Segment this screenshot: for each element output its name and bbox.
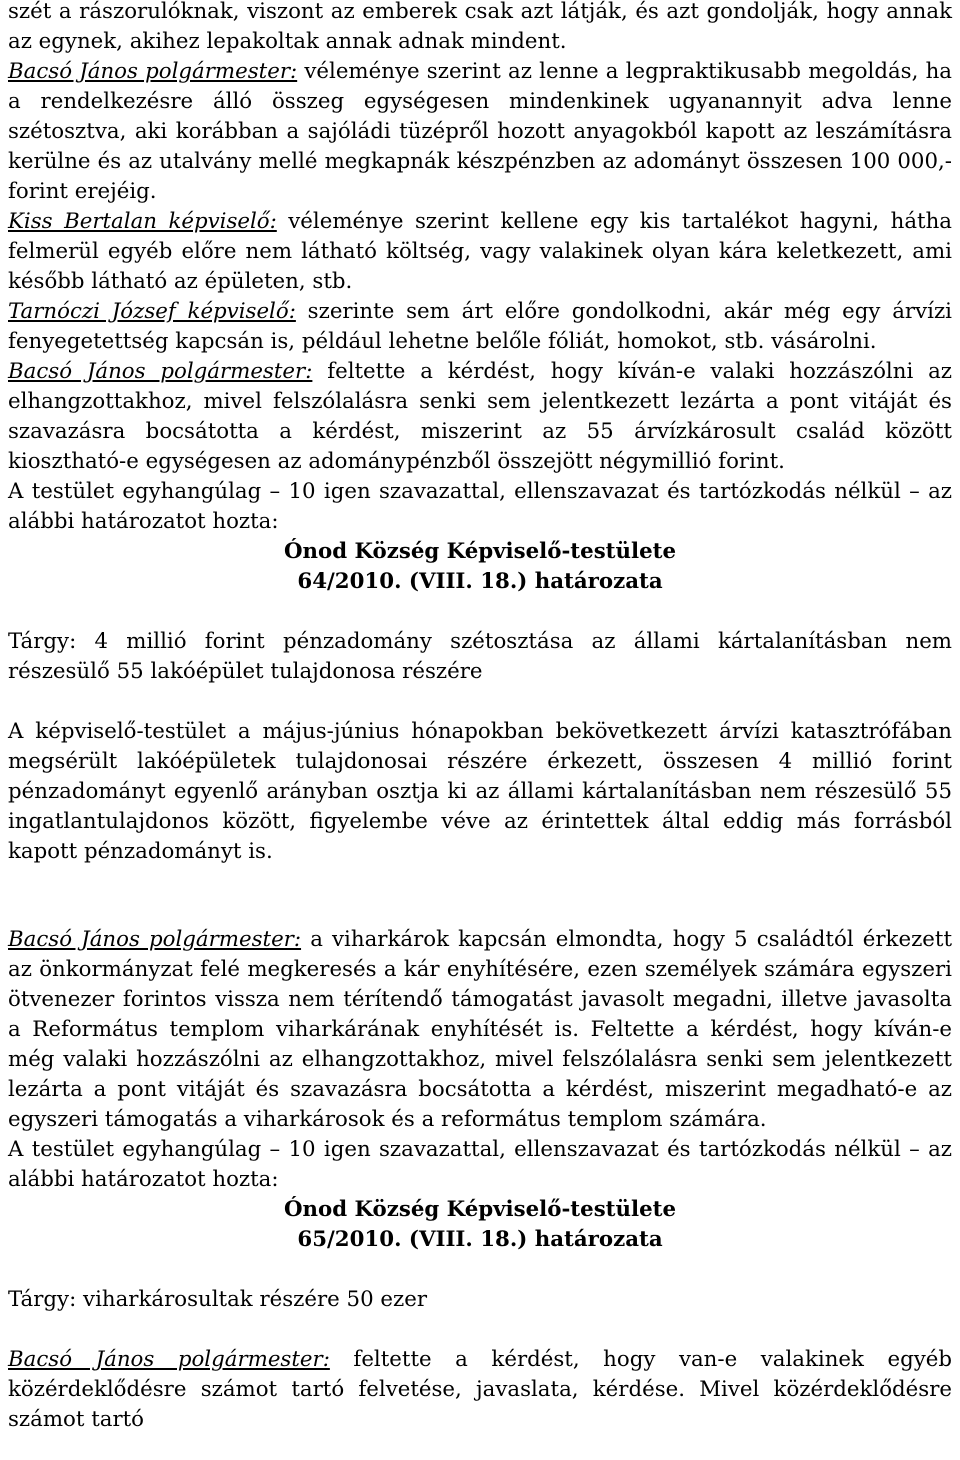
spacer [8,687,952,717]
resolution-1-subject: Tárgy: 4 millió forint pénzadomány szétosztása az állami kártalanításban nem részesülő 55 lakóépület tulajdonosa részére [8,629,952,684]
paragraph-vote-1: A testület egyhangúlag – 10 igen szavazattal, ellenszavazat és tartózkodás nélkül – az alábbi határozatot hozta: [8,479,952,534]
paragraph-mayor-4 [8,1345,952,1435]
spacer [8,1255,952,1285]
resolution-2-subject: Tárgy: viharkárosultak részére 50 ezer [8,1287,428,1312]
speech-text: feltette a kérdést, hogy kíván-e valaki hozzászólni az elhangzottakhoz, mivel felszólalásra senki sem jelentkezett lezárta a pont vitáját és szavazásra bocsátotta a kérdést, miszerint az 55 árvízkárosult család között kiosztható-e egységesen az adománypénzből összejött négymillió forint. [8,359,952,474]
speech-text: feltette a kérdést, hogy van-e valakinek egyéb közérdeklődésre számot tartó felvetése, javaslata, kérdése. Mivel közérdeklődésre számot tartó [8,1347,952,1432]
spacer [8,1315,952,1345]
paragraph-kiss [8,207,952,297]
spacer [8,597,952,627]
speaker-name: Bacsó János polgármester: [8,1347,330,1372]
paragraph-tarnoczi [8,297,952,357]
resolution-1-body: Ónod Község Képviselő-testülete [283,539,677,564]
speech-text: véleménye szerint kellene egy kis tartalékot hagyni, hátha felmerül egyéb előre nem látható költség, vagy valakinek olyan kára keletkezett, ami később látható az épületen, stb. [8,209,953,294]
spacer [8,867,952,925]
paragraph-intro: szét a rászorulóknak, viszont az emberek csak azt látják, és azt gondolják, hogy annak az egynek, akihez lepakoltak annak adnak mindent. [8,0,952,54]
speaker-name: Kiss Bertalan képviselő: [8,209,277,234]
resolution-2-body: Ónod Község Képviselő-testülete [283,1197,677,1222]
speaker-name: Bacsó János polgármester: [8,359,313,384]
paragraph-vote-2: A testület egyhangúlag – 10 igen szavazattal, ellenszavazat és tartózkodás nélkül – az alábbi határozatot hozta: [8,1137,952,1192]
speaker-name: Bacsó János polgármester: [8,59,298,84]
paragraph-mayor-2 [8,357,952,477]
speaker-name: Bacsó János polgármester: [8,927,302,952]
speech-text: szerinte sem árt előre gondolkodni, akár még egy árvízi fenyegetettség kapcsán is, például lehetne belőle fóliát, homokot, stb. vásárolni. [8,299,952,354]
resolution-1-number: 64/2010. (VIII. 18.) határozata [297,569,663,594]
resolution-2-number: 65/2010. (VIII. 18.) határozata [297,1227,663,1252]
speech-text: a viharkárok kapcsán elmondta, hogy 5 családtól érkezett az önkormányzat felé megkeresés a kár enyhítésére, ezen személyek számára egyszeri ötvenezer forintos vissza nem térítendő támogatást javasolt megadni, illetve javasolta a Református templom viharkárának enyhítését is. Feltette a kérdést, hogy kíván-e még valaki hozzászólni az elhangzottakhoz, mivel felszólalásra senki sem jelentkezett lezárta a pont vitáját és szavazásra bocsátotta a kérdést, miszerint megadható-e az egyszeri támogatás a viharkárosok és a református templom számára. [8,927,953,1132]
paragraph-mayor-1 [8,57,952,207]
resolution-1-text: A képviselő-testület a május-június hónapokban bekövetkezett árvízi katasztrófában megsérült lakóépületek tulajdonosai részére érkezett, összesen 4 millió forint pénzadományt egyenlő arányban osztja ki az állami kártalanításban nem részesülő 55 ingatlantulajdonos között, figyelembe véve az érintettek által eddig más forrásból kapott pénzadományt is. [8,719,952,864]
speech-text: véleménye szerint az lenne a legpraktikusabb megoldás, ha a rendelkezésre álló összeg egységesen mindenkinek ugyanannyit adva lenne szétosztva, aki korábban a sajóládi tüzépről hozott anyagokból kapott az leszámításra kerülne és az utalvány mellé megkapnák készpénzben az adományt összesen 100 000,- forint erejéig. [8,59,952,204]
paragraph-mayor-3 [8,925,952,1135]
speaker-name: Tarnóczi József képviselő: [8,299,296,324]
